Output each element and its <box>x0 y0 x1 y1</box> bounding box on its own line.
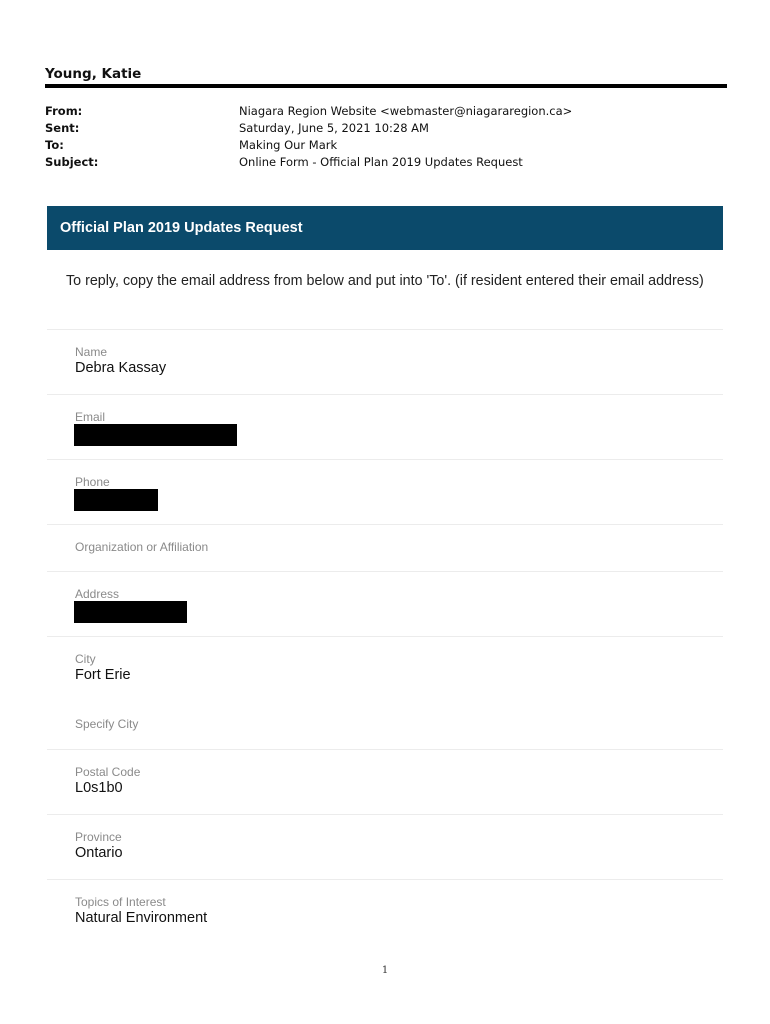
from-row <box>45 103 727 120</box>
page-number: 1 <box>381 965 389 976</box>
field-label: Phone <box>75 475 110 489</box>
field-value: L0s1b0 <box>75 780 123 796</box>
field-organization <box>47 524 723 571</box>
sent-value: Saturday, June 5, 2021 10:28 AM <box>239 121 429 135</box>
header-divider <box>45 84 727 88</box>
field-value: Natural Environment <box>75 910 208 926</box>
field-postal-code <box>47 749 723 814</box>
mailbox-owner: Young, Katie <box>45 66 142 82</box>
redaction-block <box>74 601 187 623</box>
field-label: Topics of Interest <box>75 895 166 909</box>
subject-label: Subject: <box>45 155 99 169</box>
from-value: Niagara Region Website <webmaster@niagararegion.ca> <box>239 104 573 118</box>
from-label: From: <box>45 104 83 118</box>
form-intro-text: To reply, copy the email address from below and put into 'To'. (if resident entered their email address) <box>66 273 704 289</box>
field-label: Province <box>75 830 122 844</box>
subject-value: Online Form - Official Plan 2019 Updates Request <box>239 155 523 169</box>
field-label: Organization or Affiliation <box>75 540 209 554</box>
field-value: Debra Kassay <box>75 360 167 376</box>
redaction-block <box>74 489 158 511</box>
subject-row <box>45 154 727 171</box>
to-label: To: <box>45 138 64 152</box>
field-label: Address <box>75 587 120 601</box>
field-province <box>47 814 723 879</box>
field-label: Email <box>75 410 106 424</box>
field-city <box>47 636 723 701</box>
to-row <box>45 137 727 154</box>
field-name <box>47 329 723 394</box>
form-fields <box>47 329 723 944</box>
field-address <box>47 571 723 636</box>
field-label: City <box>75 652 96 666</box>
field-topics-of-interest <box>47 879 723 944</box>
field-label: Postal Code <box>75 765 141 779</box>
field-label: Specify City <box>75 717 139 731</box>
field-value: Fort Erie <box>75 667 131 683</box>
sent-label: Sent: <box>45 121 80 135</box>
email-header <box>45 103 727 171</box>
sent-row <box>45 120 727 137</box>
field-label: Name <box>75 345 108 359</box>
field-email <box>47 394 723 459</box>
redaction-block <box>74 424 237 446</box>
to-value: Making Our Mark <box>239 138 338 152</box>
field-value: Ontario <box>75 845 123 861</box>
form-title-banner <box>47 206 723 250</box>
form-title: Official Plan 2019 Updates Request <box>60 220 303 236</box>
field-specify-city <box>47 701 723 749</box>
field-phone <box>47 459 723 524</box>
